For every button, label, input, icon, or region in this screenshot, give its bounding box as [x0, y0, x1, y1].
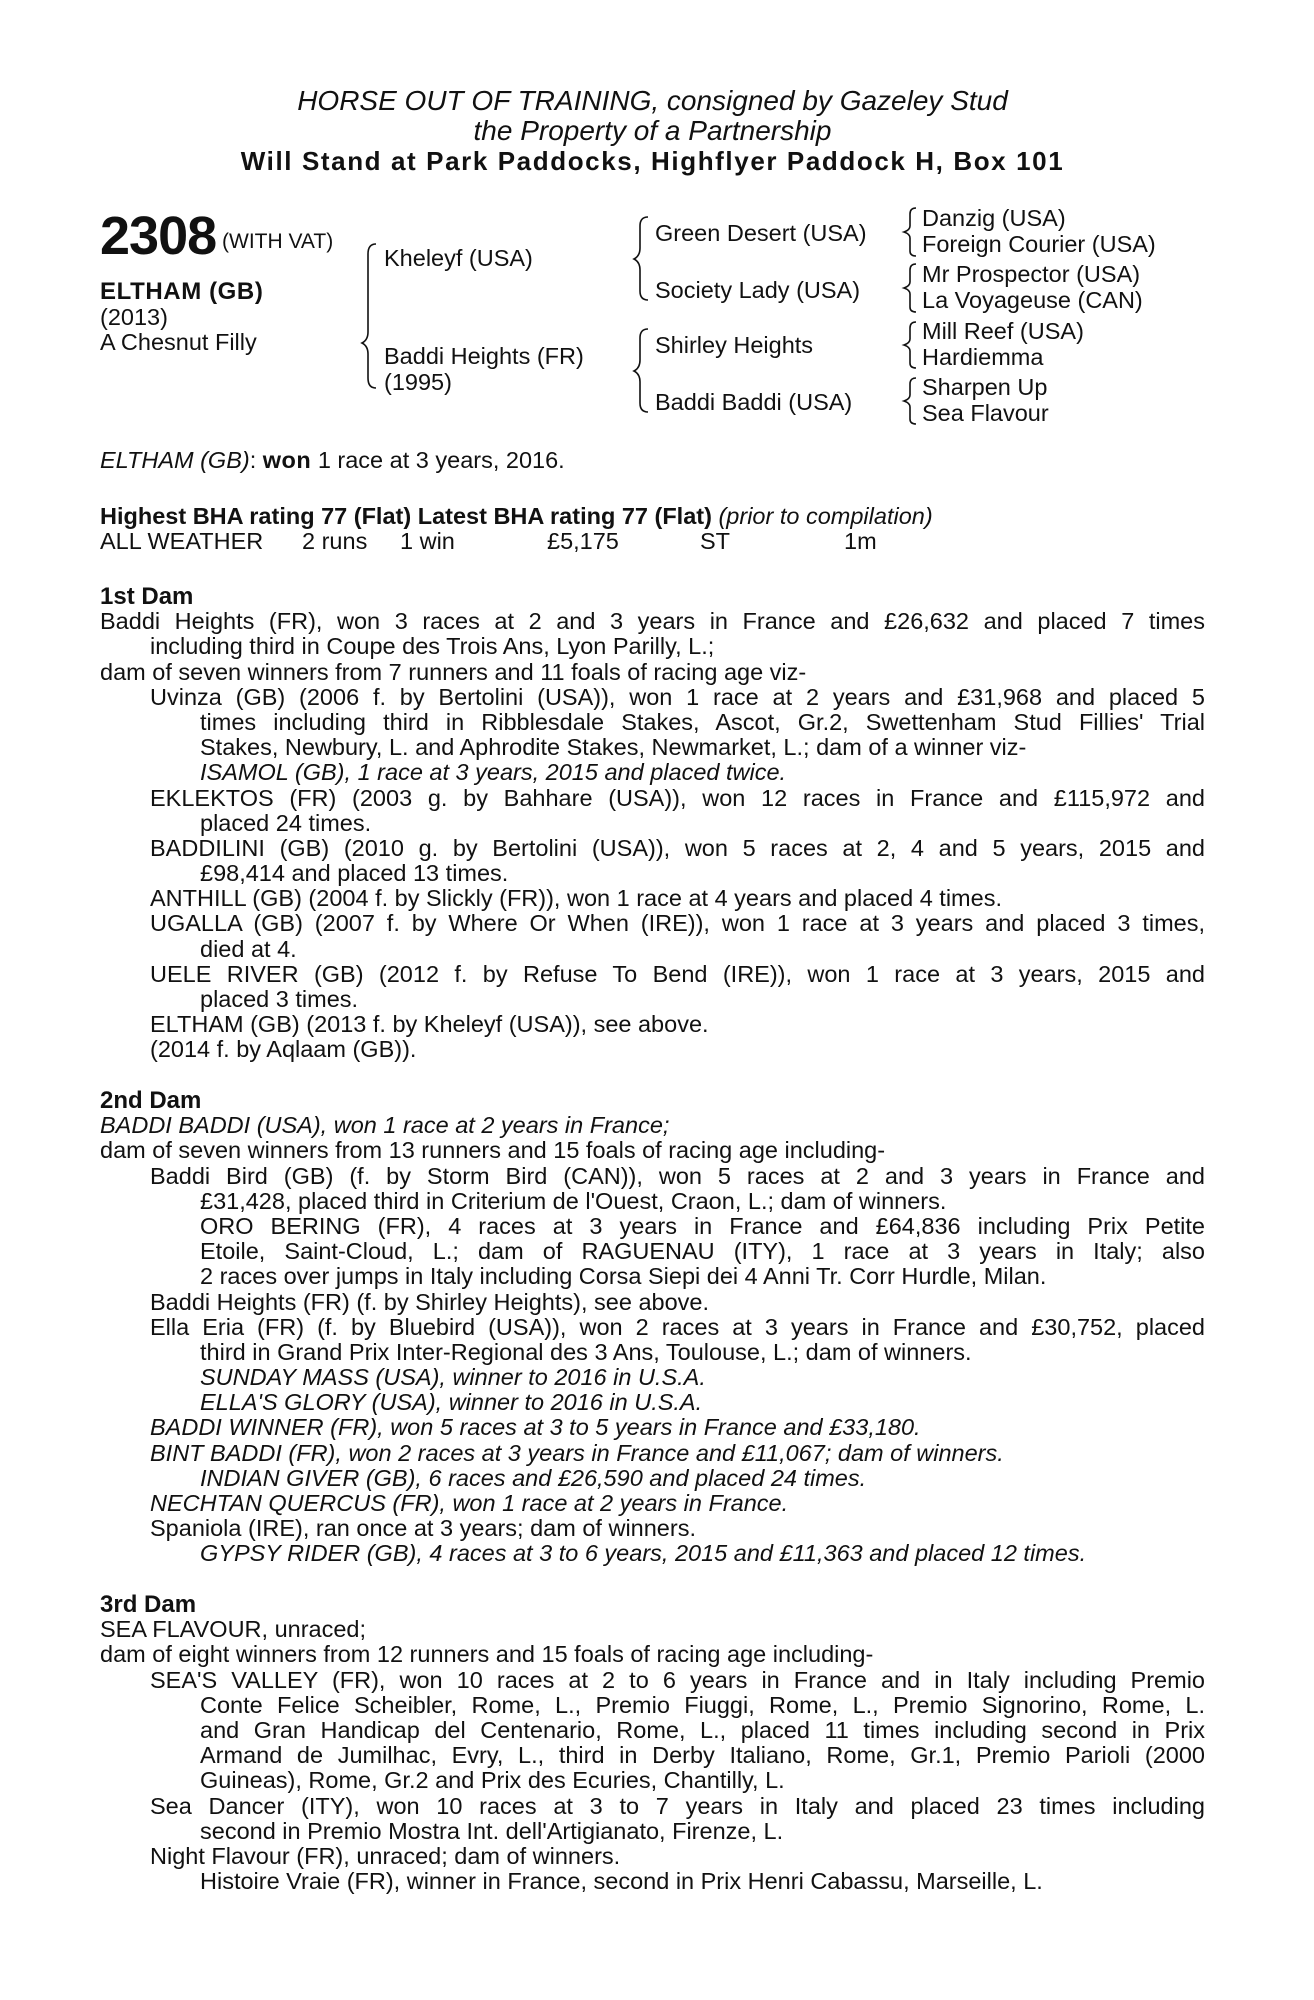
brace-gen3-4: [904, 378, 916, 424]
first-dam-line: Stakes, Newbury, L. and Aphrodite Stakes, Newmarket, L.; dam of a winner viz-: [200, 734, 1027, 761]
third-dam-title: 3rd Dam: [100, 1591, 197, 1618]
first-dam-line: £98,414 and placed 13 times.: [200, 860, 509, 887]
first-dam-line: Baddi Heights (FR), won 3 races at 2 and 3 years in France and £26,632 and placed 7 times: [100, 608, 1205, 635]
third-dam-line: Sea Dancer (ITY), won 10 races at 3 to 7 years in Italy and placed 23 times including: [150, 1792, 1205, 1819]
pedigree-gen3-1: Danzig (USA): [922, 205, 1066, 231]
pedigree-sire: Kheleyf (USA): [384, 245, 533, 271]
second-dam-line: NECHTAN QUERCUS (FR), won 1 race at 2 years in France.: [150, 1490, 789, 1516]
second-dam-line: third in Grand Prix Inter-Regional des 3 Ans, Toulouse, L.; dam of winners.: [200, 1338, 972, 1365]
runs: 2 runs: [302, 528, 368, 555]
second-dam-line: ELLA'S GLORY (USA), winner to 2016 in U.S.A.: [200, 1389, 703, 1416]
third-dam-line: Conte Felice Scheibler, Rome, L., Premio Fiuggi, Rome, L., Premio Signorino, Rome, L.: [200, 1691, 1205, 1718]
first-dam-line: UGALLA (GB) (2007 f. by Where Or When (IRE)), won 1 race at 3 years and placed 3 times,: [150, 910, 1205, 937]
pedigree-dam-dam: Baddi Baddi (USA): [655, 389, 853, 415]
first-dam-line: EKLEKTOS (FR) (2003 g. by Bahhare (USA)), won 12 races in France and £115,972 and: [150, 784, 1205, 811]
third-dam-line: second in Premio Mostra Int. dell'Artigianato, Firenze, L.: [200, 1817, 784, 1844]
second-dam-line: ORO BERING (FR), 4 races at 3 years in France and £64,836 including Prix Petite: [200, 1212, 1205, 1239]
second-dam-line: Spaniola (IRE), ran once at 3 years; dam of winners.: [150, 1515, 696, 1542]
second-dam-line: Baddi Bird (GB) (f. by Storm Bird (CAN)), won 5 races at 2 and 3 years in France and: [150, 1162, 1205, 1189]
horse-year: (2013): [100, 304, 168, 330]
first-dam-line: ISAMOL (GB), 1 race at 3 years, 2015 and placed twice.: [200, 759, 787, 786]
race-summary: ELTHAM (GB): won 1 race at 3 years, 2016.: [100, 447, 565, 473]
first-dam-line: placed 3 times.: [200, 986, 359, 1012]
first-dam-line: placed 24 times.: [200, 809, 372, 836]
pedigree-gen3-4: La Voyageuse (CAN): [922, 287, 1143, 313]
first-dam-line: ANTHILL (GB) (2004 f. by Slickly (FR)), won 1 race at 4 years and placed 4 times.: [150, 885, 1002, 912]
rating-section: [100, 504, 1205, 554]
third-dam-line: Night Flavour (FR), unraced; dam of winners.: [150, 1842, 621, 1869]
third-dam-line: and Gran Handicap del Centenario, Rome, L., placed 11 times including second in Prix: [200, 1716, 1205, 1743]
first-dam-line: ELTHAM (GB) (2013 f. by Kheleyf (USA)), see above.: [150, 1011, 709, 1038]
second-dam-line: GYPSY RIDER (GB), 4 races at 3 to 6 years, 2015 and £11,363 and placed 12 times.: [200, 1540, 1087, 1567]
third-dam-section: [100, 1592, 1205, 1894]
second-dam-line: £31,428, placed third in Criterium de l'Ouest, Craon, L.; dam of winners.: [200, 1187, 947, 1214]
brace-dam-parents: [634, 329, 648, 412]
brace-gen3-2: [904, 264, 916, 312]
track: ST: [700, 528, 731, 555]
wins: 1 win: [400, 528, 455, 555]
second-dam-line: dam of seven winners from 13 runners and 15 foals of racing age including-: [100, 1137, 886, 1164]
first-dam-title: 1st Dam: [100, 583, 194, 610]
consignor-line: HORSE OUT OF TRAINING, consigned by Gazeley Stud: [297, 85, 1008, 116]
second-dam-line: INDIAN GIVER (GB), 6 races and £26,590 and placed 24 times.: [200, 1464, 867, 1491]
bha-ratings: Highest BHA rating 77 (Flat) Latest BHA rating 77 (Flat): [100, 503, 712, 529]
first-dam-line: UELE RIVER (GB) (2012 f. by Refuse To Bend (IRE)), won 1 race at 3 years, 2015 and: [150, 960, 1205, 987]
second-dam-title: 2nd Dam: [100, 1087, 202, 1114]
third-dam-line: SEA FLAVOUR, unraced;: [100, 1616, 367, 1643]
brace-gen3-1: [904, 208, 916, 256]
second-dam-line: Etoile, Saint-Cloud, L.; dam of RAGUENAU (ITY), 1 race at 3 years in Italy; also: [200, 1238, 1205, 1265]
first-dam-line: died at 4.: [200, 935, 297, 962]
first-dam-line: including third in Coupe des Trois Ans, Lyon Parilly, L.;: [150, 633, 715, 660]
first-dam-line: (2014 f. by Aqlaam (GB)).: [150, 1036, 417, 1063]
property-line: the Property of a Partnership: [473, 115, 832, 146]
pedigree-gen3-5: Mill Reef (USA): [922, 318, 1084, 344]
third-dam-line: Armand de Jumilhac, Evry, L., third in Derby Italiano, Rome, Gr.1, Premio Parioli (2000: [200, 1742, 1205, 1769]
third-dam-line: Guineas), Rome, Gr.2 and Prix des Ecuries, Chantilly, L.: [200, 1767, 785, 1794]
stable-location-line: Will Stand at Park Paddocks, Highflyer Paddock H, Box 101: [240, 146, 1065, 176]
third-dam-line: Histoire Vraie (FR), winner in France, second in Prix Henri Cabassu, Marseille, L.: [200, 1868, 1043, 1895]
third-dam-line: SEA'S VALLEY (FR), won 10 races at 2 to 6 years in France and in Italy including Premio: [150, 1666, 1205, 1693]
brace-sire-dam: [362, 244, 376, 388]
pedigree-sire-dam: Society Lady (USA): [655, 277, 861, 303]
pedigree-gen3-7: Sharpen Up: [922, 374, 1048, 400]
summary-won: won: [262, 447, 312, 473]
pedigree-gen3-8: Sea Flavour: [922, 400, 1049, 426]
prize-money: £5,175: [547, 528, 619, 555]
first-dam-line: dam of seven winners from 7 runners and 11 foals of racing age viz-: [100, 658, 807, 685]
second-dam-line: Ella Eria (FR) (f. by Bluebird (USA)), won 2 races at 3 years in France and £30,752, placed: [150, 1313, 1205, 1340]
first-dam-section: [100, 584, 1205, 1063]
third-dam-line: dam of eight winners from 12 runners and 15 foals of racing age including-: [100, 1641, 874, 1668]
pedigree-gen3-2: Foreign Courier (USA): [922, 231, 1156, 257]
brace-sire-parents: [634, 217, 648, 300]
pedigree-sire-sire: Green Desert (USA): [655, 220, 867, 246]
rating-note: (prior to compilation): [718, 503, 933, 529]
horse-name: ELTHAM (GB): [100, 278, 264, 305]
second-dam-line: SUNDAY MASS (USA), winner to 2016 in U.S.A.: [200, 1364, 706, 1391]
horse-description: A Chesnut Filly: [100, 329, 257, 355]
vat-note: (WITH VAT): [222, 230, 334, 253]
pedigree-dam: Baddi Heights (FR): [384, 343, 584, 369]
pedigree-dam-sire: Shirley Heights: [655, 332, 814, 358]
second-dam-line: 2 races over jumps in Italy including Corsa Siepi dei 4 Anni Tr. Corr Hurdle, Milan.: [200, 1263, 1047, 1290]
surface: ALL WEATHER: [100, 528, 264, 555]
pedigree-gen3-6: Hardiemma: [922, 344, 1044, 370]
first-dam-line: BADDILINI (GB) (2010 g. by Bertolini (USA)), won 5 races at 2, 4 and 5 years, 2015 and: [150, 834, 1205, 861]
summary-horse-name: ELTHAM (GB): [100, 447, 250, 473]
second-dam-line: BADDI BADDI (USA), won 1 race at 2 years in France;: [100, 1112, 670, 1139]
all-weather-row: [100, 529, 1205, 554]
second-dam-line: Baddi Heights (FR) (f. by Shirley Heights), see above.: [150, 1288, 710, 1315]
second-dam-line: BADDI WINNER (FR), won 5 races at 3 to 5 years in France and £33,180.: [150, 1414, 921, 1441]
pedigree-gen3-3: Mr Prospector (USA): [922, 261, 1141, 287]
second-dam-section: [100, 1088, 1205, 1567]
brace-gen3-3: [904, 322, 916, 368]
first-dam-line: times including third in Ribblesdale Stakes, Ascot, Gr.2, Swettenham Stud Fillies' Trial: [200, 708, 1205, 735]
pedigree-dam-year: (1995): [384, 369, 452, 395]
second-dam-line: BINT BADDI (FR), won 2 races at 3 years in France and £11,067; dam of winners.: [150, 1439, 1004, 1466]
first-dam-line: Uvinza (GB) (2006 f. by Bertolini (USA)), won 1 race at 2 years and £31,968 and placed 5: [150, 683, 1205, 710]
distance: 1m: [844, 528, 877, 555]
lot-number: 2308: [100, 206, 217, 266]
